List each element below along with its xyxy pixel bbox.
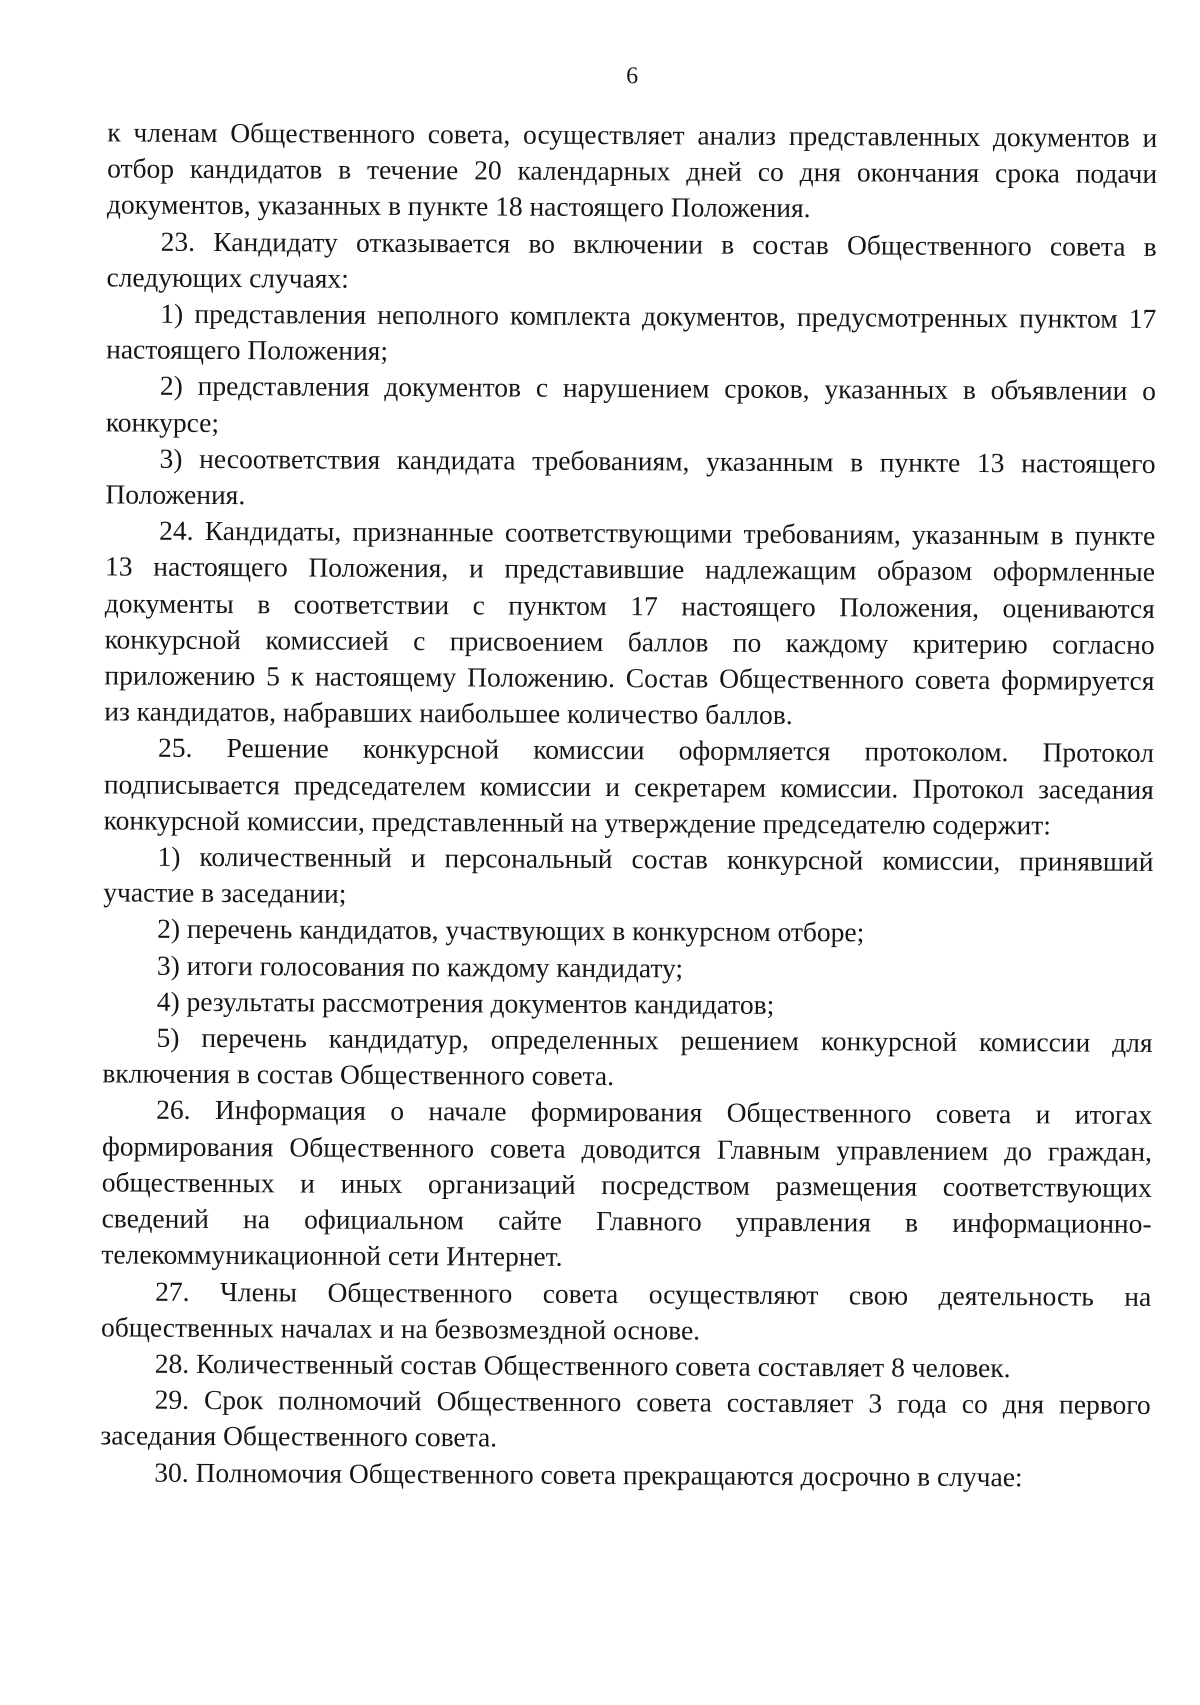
list-item-25-4: 4) результаты рассмотрения документов кандидатов;	[156, 985, 775, 1020]
list-item-23-3: 3) несоответствия кандидата требованиям, указанным в пункте 13 настоящего Положения.	[105, 442, 1156, 511]
list-item-25-2: 2) перечень кандидатов, участвующих в конкурсном отборе;	[157, 913, 865, 948]
paragraph-continuation: к членам Общественного совета, осуществляет анализ представленных документов и отбор кандидатов в течение 20 календарных дней со дня окончания срока подачи документов, указанных в пункте 18 настоящего Положения.	[106, 116, 1158, 224]
list-item-23-2: 2) представления документов с нарушением сроков, указанных в объявлении о конкурсе;	[105, 370, 1157, 438]
paragraph-23: 23. Кандидату отказывается во включении в состав Общественного совета в следующих случаях:	[106, 225, 1157, 294]
paragraph-24: 24. Кандидаты, признанные соответствующими требованиям, указанным в пункте 13 настоящего Положения, и представившие надлежащим образом оформленные документы в соответствии с пунктом 17 настоящего Положения, оцениваются конкурсной комиссией с присвоением баллов по каждому критерию согласно приложению 5 к настоящему Положению. Состав Общественного совета формируется из кандидатов, набравших наибольшее количество баллов.	[104, 514, 1156, 731]
list-item-23-1: 1) представления неполного комплекта документов, предусмотренных пунктом 17 настоящего Положения;	[106, 297, 1157, 367]
paragraph-25: 25. Решение конкурсной комиссии оформляется протоколом. Протокол подписывается председателем комиссии и секретарем комиссии. Протокол заседания конкурсной комиссии, представленный на утверждение председателю содержит:	[103, 732, 1155, 841]
paragraph-29: 29. Срок полномочий Общественного совета составляет 3 года со дня первого заседания Общественного совета.	[100, 1383, 1151, 1453]
document-body	[100, 114, 1157, 1495]
paragraph-26: 26. Информация о начале формирования Общественного совета и итогах формирования Общественного совета доводится Главным управлением до граждан, общественных и иных организаций посредством размещения соответствующих сведений на официальном сайте Главного управления в информационно-телекоммуникационной сети Интернет.	[101, 1094, 1153, 1273]
list-item-25-3: 3) итоги голосования по каждому кандидату;	[156, 949, 684, 984]
list-item-25-5: 5) перечень кандидатур, определенных решением конкурсной комиссии для включения в состав Общественного совета.	[102, 1021, 1153, 1092]
page-number: 6	[626, 63, 639, 90]
list-item-25-1: 1) количественный и персональный состав конкурсной комиссии, принявший участие в заседании;	[103, 840, 1154, 909]
paragraph-30: 30. Полномочия Общественного совета прекращаются досрочно в случае:	[154, 1456, 1023, 1492]
paragraph-27: 27. Члены Общественного совета осуществляют свою деятельность на общественных началах и на безвозмездной основе.	[100, 1275, 1152, 1346]
paragraph-28: 28. Количественный состав Общественного совета составляет 8 человек.	[154, 1347, 1011, 1384]
